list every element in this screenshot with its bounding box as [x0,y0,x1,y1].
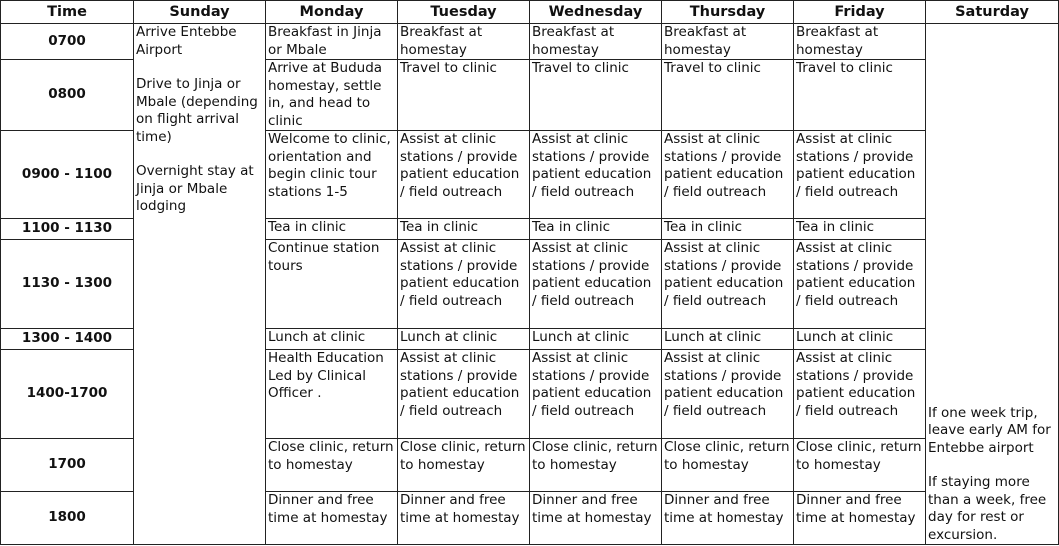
monday-cell: Breakfast in Jinja or Mbale [266,24,398,60]
friday-cell: Close clinic, return to homestay [794,439,926,492]
time-cell: 0700 [1,24,134,60]
monday-cell: Continue station tours [266,240,398,329]
friday-cell: Assist at clinic stations / provide patient education / field outreach [794,240,926,329]
wednesday-cell: Breakfast at homestay [530,24,662,60]
header-tuesday: Tuesday [398,1,530,24]
time-cell: 1100 - 1130 [1,219,134,240]
wednesday-cell: Lunch at clinic [530,329,662,350]
thursday-cell: Lunch at clinic [662,329,794,350]
tuesday-cell: Travel to clinic [398,60,530,131]
sunday-arrival: Arrive Entebbe Airport [136,24,237,58]
thursday-cell: Travel to clinic [662,60,794,131]
wednesday-cell: Tea in clinic [530,219,662,240]
sunday-cell [134,24,266,545]
header-monday: Monday [266,1,398,24]
friday-cell: Tea in clinic [794,219,926,240]
tuesday-cell: Dinner and free time at homestay [398,492,530,545]
tuesday-cell: Assist at clinic stations / provide patient education / field outreach [398,350,530,439]
wednesday-cell: Assist at clinic stations / provide patient education / field outreach [530,240,662,329]
header-saturday: Saturday [926,1,1059,24]
friday-cell: Lunch at clinic [794,329,926,350]
monday-cell: Close clinic, return to homestay [266,439,398,492]
header-thursday: Thursday [662,1,794,24]
header-wednesday: Wednesday [530,1,662,24]
thursday-cell: Dinner and free time at homestay [662,492,794,545]
thursday-cell: Close clinic, return to homestay [662,439,794,492]
tuesday-cell: Breakfast at homestay [398,24,530,60]
monday-cell: Health Education Led by Clinical Officer . [266,350,398,439]
saturday-cell [926,24,1059,545]
time-cell: 0800 [1,60,134,131]
header-sunday: Sunday [134,1,266,24]
saturday-one-week: If one week trip, leave early AM for Entebbe airport [928,404,1051,456]
sunday-drive: Drive to Jinja or Mbale (depending on flight arrival time) [136,76,258,145]
wednesday-cell: Dinner and free time at homestay [530,492,662,545]
monday-cell: Welcome to clinic, orientation and begin clinic tour stations 1-5 [266,131,398,219]
tuesday-cell: Tea in clinic [398,219,530,240]
friday-cell: Dinner and free time at homestay [794,492,926,545]
header-row [1,1,1059,24]
tuesday-cell: Lunch at clinic [398,329,530,350]
friday-cell: Assist at clinic stations / provide patient education / field outreach [794,131,926,219]
thursday-cell: Assist at clinic stations / provide patient education / field outreach [662,240,794,329]
monday-cell: Dinner and free time at homestay [266,492,398,545]
wednesday-cell: Assist at clinic stations / provide patient education / field outreach [530,131,662,219]
tuesday-cell: Close clinic, return to homestay [398,439,530,492]
header-friday: Friday [794,1,926,24]
tuesday-cell: Assist at clinic stations / provide patient education / field outreach [398,131,530,219]
wednesday-cell: Assist at clinic stations / provide patient education / field outreach [530,350,662,439]
header-time: Time [1,1,134,24]
monday-cell: Arrive at Bududa homestay, settle in, and head to clinic [266,60,398,131]
sunday-overnight: Overnight stay at Jinja or Mbale lodging [136,163,254,214]
row-0700 [1,24,1059,60]
time-cell: 0900 - 1100 [1,131,134,219]
friday-cell: Breakfast at homestay [794,24,926,60]
monday-cell: Lunch at clinic [266,329,398,350]
wednesday-cell: Travel to clinic [530,60,662,131]
time-cell: 1300 - 1400 [1,329,134,350]
thursday-cell: Assist at clinic stations / provide patient education / field outreach [662,131,794,219]
thursday-cell: Breakfast at homestay [662,24,794,60]
friday-cell: Assist at clinic stations / provide patient education / field outreach [794,350,926,439]
tuesday-cell: Assist at clinic stations / provide patient education / field outreach [398,240,530,329]
monday-cell: Tea in clinic [266,219,398,240]
time-cell: 1800 [1,492,134,545]
saturday-longer-stay: If staying more than a week, free day for rest or excursion. [928,474,1047,543]
time-cell: 1400-1700 [1,350,134,439]
thursday-cell: Tea in clinic [662,219,794,240]
time-cell: 1130 - 1300 [1,240,134,329]
friday-cell: Travel to clinic [794,60,926,131]
time-cell: 1700 [1,439,134,492]
thursday-cell: Assist at clinic stations / provide patient education / field outreach [662,350,794,439]
wednesday-cell: Close clinic, return to homestay [530,439,662,492]
